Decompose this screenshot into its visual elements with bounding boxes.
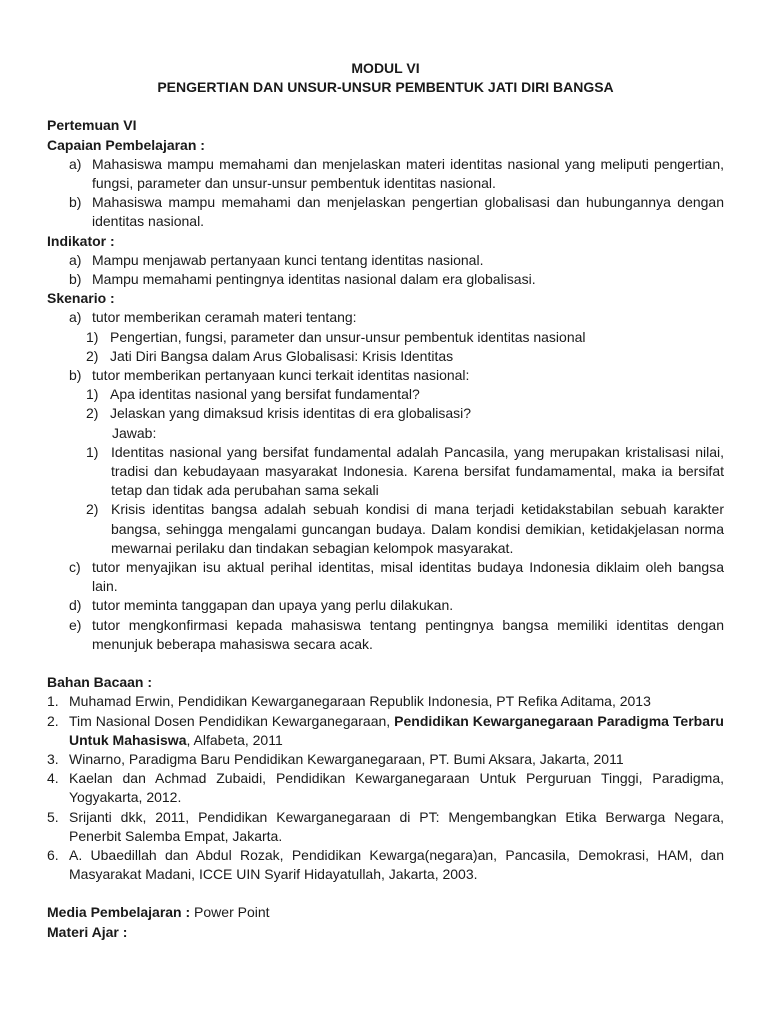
list-text: Mampu memahami pentingnya identitas nasional dalam era globalisasi. [92, 271, 536, 288]
list-marker: 4. [47, 770, 59, 787]
list-text: Muhamad Erwin, Pendidikan Kewarganegaraan Republik Indonesia, PT Refika Aditama, 2013 [69, 693, 651, 710]
list-text: Jati Diri Bangsa dalam Arus Globalisasi: Krisis Identitas [110, 347, 454, 364]
list-text: tutor mengkonfirmasi kepada mahasiswa tentang pentingnya bangsa memiliki identitas dengan menunjuk beberapa mahasiswa secara acak. [92, 616, 724, 652]
list-text: Apa identitas nasional yang bersifat fundamental? [110, 386, 420, 403]
list-marker: e) [69, 616, 82, 633]
answer-item [47, 443, 724, 501]
skenario-item [47, 616, 724, 654]
list-marker: 2. [47, 712, 59, 729]
list-text: Krisis identitas bangsa adalah sebuah kondisi di mana terjadi ketidakstabilan sebuah karakter bangsa, sehingga mengalami guncangan budaya. Dalam kondisi demikian, ketidakjelasan norma mewarnai perilaku dan tindakan sebagian kelompok masyarakat. [111, 501, 724, 556]
list-text: Jelaskan yang dimaksud krisis identitas di era globalisasi? [110, 405, 472, 422]
skenario-heading: Skenario : [47, 290, 115, 307]
list-marker: d) [69, 597, 82, 614]
module-title: MODUL VI [351, 60, 420, 76]
skenario-subitem [47, 347, 724, 366]
list-marker: 2) [86, 405, 99, 422]
indikator-item [47, 251, 724, 270]
document-page [47, 59, 724, 942]
answer-item [47, 500, 724, 558]
list-marker: c) [69, 559, 81, 576]
reference-book-title: Pendidikan Kewarganegaraan Paradigma Terbaru Untuk Mahasiswa [69, 712, 724, 748]
media-line [47, 903, 724, 922]
skenario-subitem [47, 404, 724, 423]
list-text: tutor memberikan pertanyaan kunci terkait identitas nasional: [92, 367, 470, 384]
media-label: Media Pembelajaran : [47, 904, 191, 921]
jawab-label: Jawab: [112, 424, 157, 441]
reference-item [47, 750, 724, 769]
module-subtitle: PENGERTIAN DAN UNSUR-UNSUR PEMBENTUK JATI DIRI BANGSA [157, 79, 614, 96]
list-text: Mahasiswa mampu memahami dan menjelaskan materi identitas nasional yang meliputi pengertian, fungsi, parameter dan unsur-unsur pembentuk identitas nasional. [92, 155, 724, 192]
reference-publisher: , Alfabeta, 2011 [186, 731, 283, 748]
list-marker: 1) [86, 328, 99, 345]
capaian-heading: Capaian Pembelajaran : [47, 136, 205, 153]
pertemuan-heading: Pertemuan VI [47, 117, 137, 134]
skenario-item [47, 308, 724, 327]
skenario-subitem [47, 385, 724, 404]
list-marker: 1) [86, 386, 99, 403]
list-text [69, 712, 724, 750]
list-text: Identitas nasional yang bersifat fundamental adalah Pancasila, yang merupakan kristalisasi nilai, tradisi dan kebudayaan masyarakat Indonesia. Karena bersifat fundamamental, maka ia bersifat tetap dan tidak ada perubahan sama sekali [111, 443, 724, 499]
list-text: Pengertian, fungsi, parameter dan unsur-unsur pembentuk identitas nasional [110, 328, 586, 345]
bahan-heading: Bahan Bacaan : [47, 674, 153, 691]
media-value: Power Point [190, 904, 270, 921]
reference-item [47, 846, 724, 884]
list-text: Kaelan dan Achmad Zubaidi, Pendidikan Kewarganegaraan Untuk Perguruan Tinggi, Paradigma, Yogyakarta, 2012. [69, 770, 724, 806]
reference-item [47, 712, 724, 750]
list-marker: 2) [86, 501, 99, 518]
list-text: tutor menyajikan isu aktual perihal identitas, misal identitas budaya Indonesia diklaim oleh bangsa lain. [92, 559, 724, 595]
spacer [47, 884, 724, 903]
reference-author: Tim Nasional Dosen Pendidikan Kewarganegaraan, [69, 712, 395, 729]
reference-item [47, 808, 724, 846]
list-marker: a) [69, 309, 82, 326]
list-marker: a) [69, 155, 82, 172]
list-marker: 3. [47, 750, 59, 767]
list-marker: 1) [86, 443, 99, 460]
list-text: Srijanti dkk, 2011, Pendidikan Kewarganegaraan di PT: Mengembangkan Etika Berwarga Negara, Penerbit Salemba Empat, Jakarta. [69, 808, 724, 844]
skenario-item [47, 596, 724, 615]
skenario-item [47, 558, 724, 596]
capaian-item [47, 193, 724, 231]
reference-item [47, 769, 724, 807]
list-marker: b) [69, 194, 82, 211]
list-marker: b) [69, 271, 82, 288]
spacer [47, 654, 724, 673]
list-marker: 2) [86, 347, 99, 364]
list-text: Mahasiswa mampu memahami dan menjelaskan pengertian globalisasi dan hubungannya dengan identitas nasional. [92, 194, 724, 230]
list-text: Winarno, Paradigma Baru Pendidikan Kewarganegaraan, PT. Bumi Aksara, Jakarta, 2011 [69, 750, 624, 767]
list-text: A. Ubaedillah dan Abdul Rozak, Pendidikan Kewarga(negara)an, Pancasila, Demokrasi, HAM, dan Masyarakat Madani, ICCE UIN Syarif Hidayatullah, Jakarta, 2003. [69, 846, 724, 883]
skenario-item [47, 366, 724, 385]
list-marker: b) [69, 367, 82, 384]
materi-label: Materi Ajar : [47, 923, 128, 940]
list-marker: 5. [47, 808, 59, 825]
indikator-heading: Indikator : [47, 232, 115, 249]
list-marker: a) [69, 251, 82, 268]
list-text: tutor memberikan ceramah materi tentang: [92, 309, 357, 326]
reference-item [47, 692, 724, 711]
list-text: Mampu menjawab pertanyaan kunci tentang identitas nasional. [92, 251, 484, 268]
list-text: tutor meminta tanggapan dan upaya yang perlu dilakukan. [92, 597, 454, 614]
capaian-item [47, 155, 724, 193]
spacer [47, 97, 724, 116]
indikator-item [47, 270, 724, 289]
skenario-subitem [47, 328, 724, 347]
list-marker: 6. [47, 846, 59, 863]
list-marker: 1. [47, 693, 59, 710]
